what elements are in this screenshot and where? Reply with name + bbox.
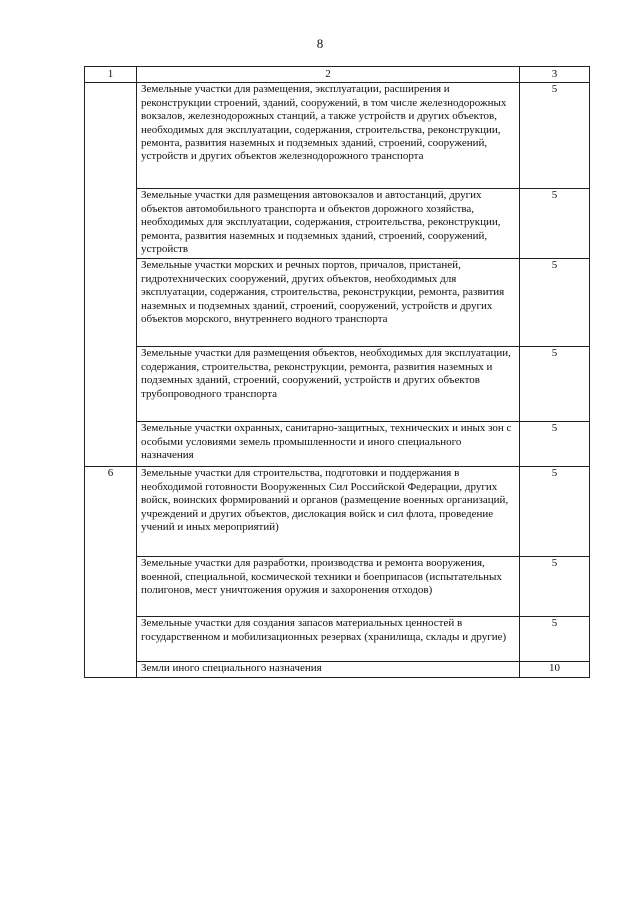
row-description: Земельные участки морских и речных портов, причалов, пристаней, гидротехнических сооружений, других объектов, необходимых для эксплуатации, содержания, строительства, реконструкции, ремонта, развития наземных и подземных зданий, строений, сооружений, устройств и других объектов морского, внутреннего водного транспорта bbox=[137, 259, 520, 347]
row-description: Земельные участки для размещения объектов, необходимых для эксплуатации, содержания, строительства, реконструкции, ремонта, развития наземных и подземных зданий, строений, сооружений, устройств и других объектов трубопроводного транспорта bbox=[137, 347, 520, 422]
row-value: 5 bbox=[520, 189, 590, 259]
row-description: Земельные участки для строительства, подготовки и поддержания в необходимой готовности Вооруженных Сил Российской Федерации, других войск, воинских формирований и органов (размещение военных организаций, учреждений и других объектов, дислокация войск и сил флота, проведение учений и иных мероприятий) bbox=[137, 467, 520, 557]
row-value: 5 bbox=[520, 83, 590, 189]
table-row bbox=[85, 347, 590, 422]
row-value: 5 bbox=[520, 347, 590, 422]
table-row bbox=[85, 189, 590, 259]
row-description: Земельные участки для размещения, эксплуатации, расширения и реконструкции строений, зданий, сооружений, в том числе железнодорожных вокзалов, железнодорожных станций, а также устройств и других объектов, необходимых для эксплуатации, содержания, строительства, реконструкции, ремонта, развития наземных и подземных зданий, строений, сооружений, устройств и других объектов железнодорожного транспорта bbox=[137, 83, 520, 189]
table-header-row bbox=[85, 67, 590, 83]
row-value: 5 bbox=[520, 557, 590, 617]
table-row bbox=[85, 422, 590, 467]
row-description: Земли иного специального назначения bbox=[137, 662, 520, 678]
row-value: 5 bbox=[520, 617, 590, 662]
row-description: Земельные участки охранных, санитарно-защитных, технических и иных зон с особыми условиями земель промышленности и иного специального назначения bbox=[137, 422, 520, 467]
table-row bbox=[85, 557, 590, 617]
table-row bbox=[85, 662, 590, 678]
header-col-3: 3 bbox=[520, 67, 590, 83]
row-value: 10 bbox=[520, 662, 590, 678]
header-col-1: 1 bbox=[85, 67, 137, 83]
table-row bbox=[85, 83, 590, 189]
row-value: 5 bbox=[520, 259, 590, 347]
row-description: Земельные участки для создания запасов материальных ценностей в государственном и мобилизационных резервах (хранилища, склады и другие) bbox=[137, 617, 520, 662]
page-number: 8 bbox=[316, 36, 324, 51]
row-value: 5 bbox=[520, 467, 590, 557]
table-row bbox=[85, 259, 590, 347]
table-row bbox=[85, 617, 590, 662]
land-rates-table bbox=[84, 66, 590, 678]
row-code-cell bbox=[85, 83, 137, 467]
table-row bbox=[85, 467, 590, 557]
row-description: Земельные участки для размещения автовокзалов и автостанций, других объектов автомобильного транспорта и объектов дорожного хозяйства, необходимых для эксплуатации, содержания, строительства, реконструкции, ремонта, развития наземных и подземных зданий, строений, сооружений, устройств bbox=[137, 189, 520, 259]
row-description: Земельные участки для разработки, производства и ремонта вооружения, военной, специальной, космической техники и боеприпасов (испытательных полигонов, мест уничтожения оружия и захоронения отходов) bbox=[137, 557, 520, 617]
header-col-2: 2 bbox=[137, 67, 520, 83]
row-value: 5 bbox=[520, 422, 590, 467]
row-code-cell: 6 bbox=[85, 467, 137, 678]
